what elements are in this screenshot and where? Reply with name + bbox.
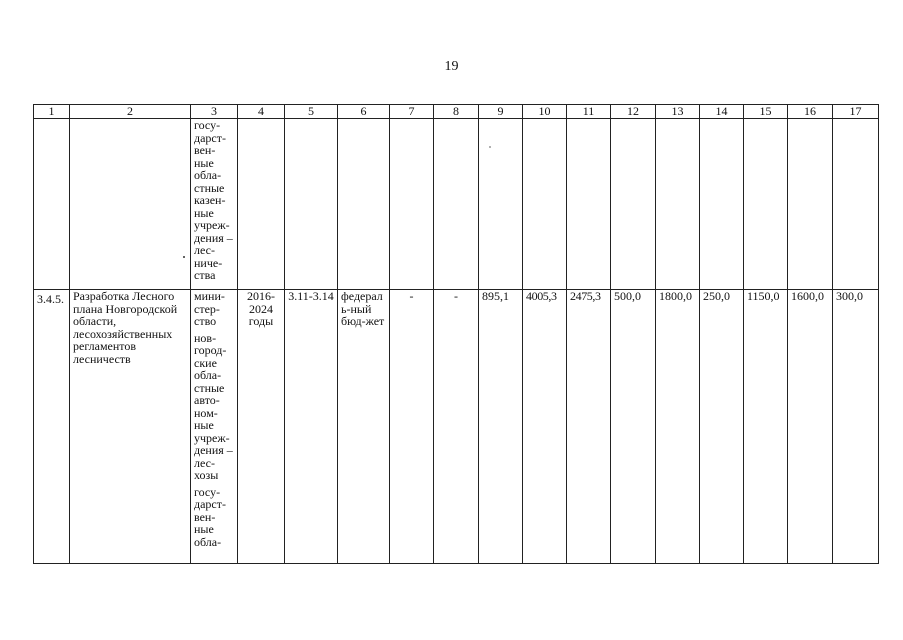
cell-executor [191,290,238,564]
executor-line: дения – [194,230,233,245]
executor-line: ные [194,155,214,170]
scan-speck [183,256,185,258]
executor-line: лес- [194,243,215,257]
executor-line: дарст- [194,130,226,145]
cell-period: 2016-2024 годы [238,290,285,564]
cell-col9: 895,1 [479,290,523,564]
executor-line: вен- [194,143,216,157]
cell-target: 3.11-3.14 [285,290,338,564]
column-header-14: 14 [700,105,744,119]
executor-line: дарст- [194,497,226,511]
cell-col11: 2475,3 [567,290,611,564]
column-header-9: 9 [479,105,523,119]
executor-line: стер- [194,301,220,316]
header-row [34,105,879,119]
cell-col15: 1150,0 [744,290,788,564]
executor-line: вен- [194,509,216,524]
executor-line: обла- [194,534,222,549]
cell-col11 [567,119,611,290]
column-header-13: 13 [656,105,700,119]
column-header-5: 5 [285,105,338,119]
column-header-3: 3 [191,105,238,119]
executor-line: дения – [194,443,233,457]
executor-line: город- [194,343,227,357]
column-header-8: 8 [434,105,479,119]
cell-col14: 250,0 [700,290,744,564]
executor-line: учреж- [194,218,230,232]
executor-line: ные [194,418,214,432]
column-header-7: 7 [390,105,434,119]
column-header-2: 2 [70,105,191,119]
cell-code [34,119,70,290]
column-header-4: 4 [238,105,285,119]
cell-name: Разработка Лесного плана Новгородской области, лесохозяйственных регламентов лесничеств [70,290,191,564]
cell-col14 [700,119,744,290]
executor-line: хозы [194,468,219,482]
plan-table [33,104,879,564]
column-header-16: 16 [788,105,833,119]
executor-line: обла- [194,368,222,382]
executor-line: ства [194,268,216,282]
column-header-10: 10 [523,105,567,119]
executor-line: казен- [194,193,226,207]
executor-line: ниче- [194,255,223,270]
cell-col10: 4005,3 [523,290,567,564]
cell-col7 [390,119,434,290]
cell-target [285,119,338,290]
cell-col16 [788,119,833,290]
cell-col13: 1800,0 [656,290,700,564]
cell-col17: 300,0 [833,290,879,564]
executor-line: ство [194,314,217,328]
cell-col12: 500,0 [611,290,656,564]
cell-col8 [434,119,479,290]
cell-col8: - [434,290,479,564]
executor-line: ные [194,522,214,536]
column-header-6: 6 [338,105,390,119]
column-header-17: 17 [833,105,879,119]
cell-col10 [523,119,567,290]
cell-col16: 1600,0 [788,290,833,564]
cell-col15 [744,119,788,290]
cell-code: 3.4.5. [34,290,70,564]
cell-executor [191,119,238,290]
column-header-12: 12 [611,105,656,119]
executor-line: госу- [194,118,221,132]
executor-line: госу- [194,484,221,499]
cell-source [338,119,390,290]
cell-col7: - [390,290,434,564]
column-header-11: 11 [567,105,611,119]
executor-line: стные [194,380,225,395]
executor-line: лес- [194,455,215,470]
cell-name [70,119,191,290]
cell-col17 [833,119,879,290]
scan-speck [489,146,491,148]
executor-line: ном- [194,405,218,420]
cell-col13 [656,119,700,290]
column-header-15: 15 [744,105,788,119]
executor-line: ные [194,205,214,220]
executor-line: учреж- [194,430,230,445]
executor-line: авто- [194,393,220,407]
cell-period [238,119,285,290]
executor-line: обла- [194,168,222,182]
cell-source: федераль-ный бюд-жет [338,290,390,564]
table-row [34,119,879,290]
executor-line: ские [194,355,217,370]
cell-col9 [479,119,523,290]
cell-col12 [611,119,656,290]
page-number: 19 [444,59,459,74]
column-header-1: 1 [34,105,70,119]
executor-line: стные [194,180,225,195]
table-row [34,290,879,564]
executor-line: мини- [194,289,225,303]
executor-line: нов- [194,330,217,345]
